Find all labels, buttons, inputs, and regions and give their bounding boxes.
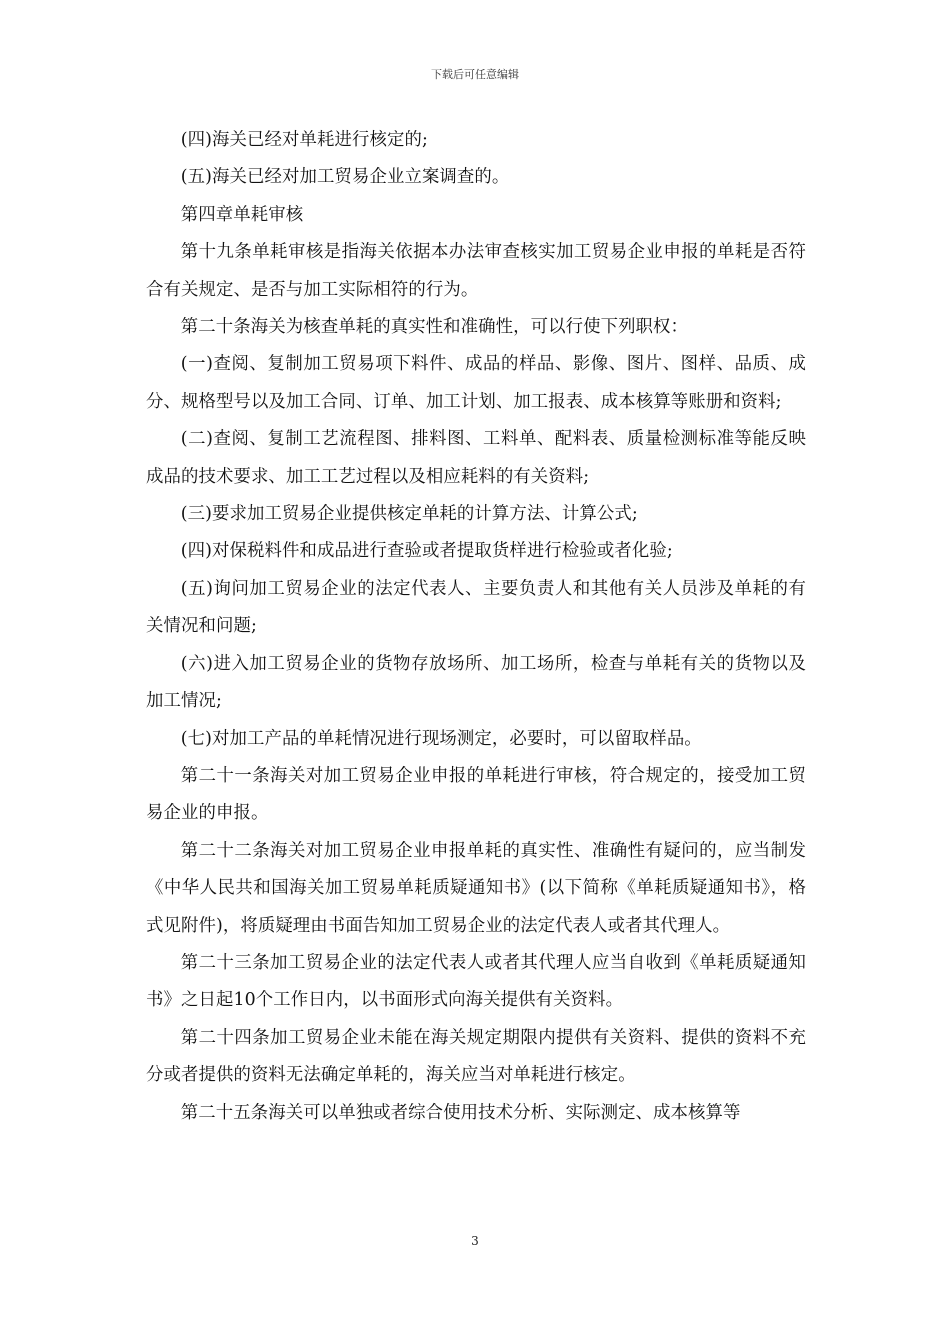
paragraph: 第二十五条海关可以单独或者综合使用技术分析、实际测定、成本核算等 <box>180 1102 741 1123</box>
paragraph: (四)对保税料件和成品进行查验或者提取货样进行检验或者化验; <box>180 541 673 562</box>
chapter-heading: 第四章单耗审核 <box>180 204 304 225</box>
paragraph: 第二十四条加工贸易企业未能在海关规定期限内提供有关资料、提供的资料不充分或者提供的资料无法确定单耗的，海关应当对单耗进行核定。 <box>146 1027 806 1086</box>
paragraph: 第二十三条加工贸易企业的法定代表人或者其代理人应当自收到《单耗质疑通知书》之日起10个工作日内，以书面形式向海关提供有关资料。 <box>146 952 806 1011</box>
page-number: 3 <box>471 1234 479 1248</box>
paragraph: (五)询问加工贸易企业的法定代表人、主要负责人和其他有关人员涉及单耗的有关情况和问题; <box>146 578 806 637</box>
paragraph: 第二十条海关为核查单耗的真实性和准确性，可以行使下列职权： <box>180 317 689 338</box>
paragraph: (四)海关已经对单耗进行核定的; <box>180 130 428 150</box>
paragraph: 第二十二条海关对加工贸易企业申报单耗的真实性、准确性有疑问的，应当制发《中华人民共和国海关加工贸易单耗质疑通知书》(以下简称《单耗质疑通知书》，格式见附件)，将质疑理由书面告知加工贸易企业的法定代表人或者其代理人。 <box>146 840 806 936</box>
document-body <box>146 122 806 1132</box>
paragraph: (六)进入加工贸易企业的货物存放场所、加工场所，检查与单耗有关的货物以及加工情况; <box>146 653 806 712</box>
paragraph: 第二十一条海关对加工贸易企业申报的单耗进行审核，符合规定的，接受加工贸易企业的申报。 <box>146 765 806 824</box>
paragraph: 第十九条单耗审核是指海关依据本办法审查核实加工贸易企业申报的单耗是否符合有关规定、是否与加工实际相符的行为。 <box>146 242 806 300</box>
paragraph: (五)海关已经对加工贸易企业立案调查的。 <box>180 167 510 188</box>
paragraph: (七)对加工产品的单耗情况进行现场测定，必要时，可以留取样品。 <box>180 728 702 749</box>
paragraph: (一)查阅、复制加工贸易项下料件、成品的样品、影像、图片、图样、品质、成分、规格型号以及加工合同、订单、加工计划、加工报表、成本核算等账册和资料; <box>146 354 806 412</box>
paragraph: (三)要求加工贸易企业提供核定单耗的计算方法、计算公式; <box>180 504 638 525</box>
paragraph: (二)查阅、复制工艺流程图、排料图、工料单、配料表、质量检测标准等能反映成品的技术要求、加工工艺过程以及相应耗料的有关资料; <box>146 429 806 487</box>
page-header: 下载后可任意编辑 <box>431 68 519 81</box>
